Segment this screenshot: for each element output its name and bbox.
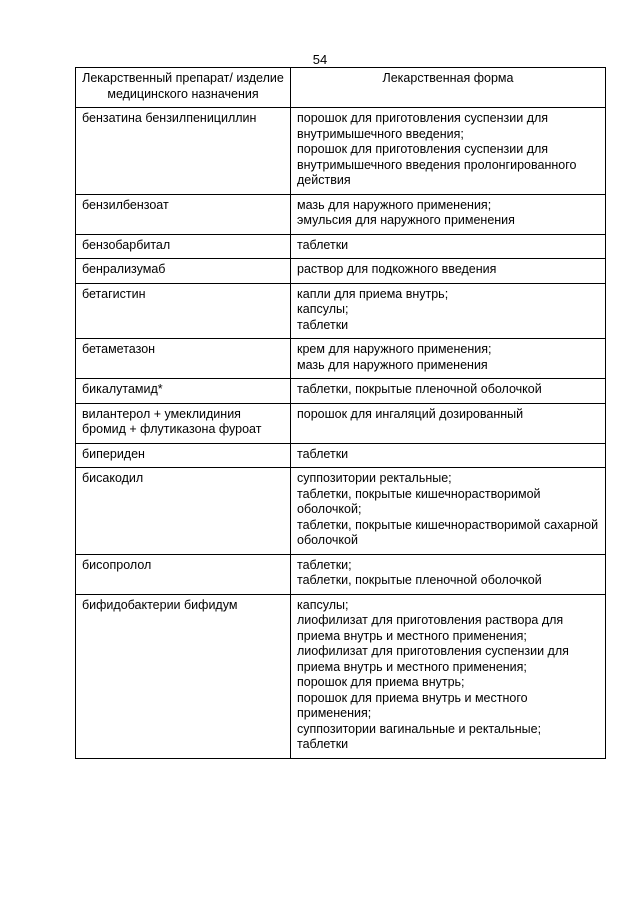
drug-name-cell: бензилбензоат bbox=[76, 194, 291, 234]
dosage-form-cell bbox=[291, 403, 606, 443]
table-header bbox=[76, 68, 606, 108]
dosage-form-cell bbox=[291, 194, 606, 234]
dosage-form-line: капсулы; bbox=[297, 597, 349, 612]
dosage-form-line: раствор для подкожного введения bbox=[297, 262, 497, 276]
dosage-form-line: суппозитории ректальные; bbox=[297, 471, 452, 485]
drug-name-cell: бетаметазон bbox=[76, 339, 291, 379]
drug-name-cell: бикалутамид* bbox=[76, 379, 291, 404]
dosage-form-cell bbox=[291, 234, 606, 259]
dosage-form-line: порошок для приема внутрь; bbox=[297, 675, 465, 689]
drug-name-cell: бенрализумаб bbox=[76, 259, 291, 284]
drug-name-cell: бисопролол bbox=[76, 554, 291, 594]
header-row bbox=[76, 68, 606, 108]
table-row bbox=[76, 194, 606, 234]
dosage-form-cell bbox=[291, 379, 606, 404]
table-row bbox=[76, 379, 606, 404]
drug-name-cell: бисакодил bbox=[76, 468, 291, 555]
dosage-form-line: таблетки bbox=[297, 446, 349, 461]
header-form: Лекарственная форма bbox=[291, 68, 606, 108]
drug-name-cell: бензатина бензилпенициллин bbox=[76, 108, 291, 195]
dosage-form-line: таблетки bbox=[297, 317, 349, 332]
dosage-form-line: таблетки bbox=[297, 737, 349, 751]
header-drug: Лекарственный препарат/ изделие медицинского назначения bbox=[76, 68, 291, 108]
dosage-form-line: лиофилизат для приготовления суспензии для приема внутрь и местного применения; bbox=[297, 644, 569, 674]
drug-name-cell: бифидобактерии бифидум bbox=[76, 594, 291, 758]
dosage-form-line: эмульсия для наружного применения bbox=[297, 213, 515, 227]
dosage-form-line: таблетки; bbox=[297, 557, 352, 572]
dosage-form-line: таблетки, покрытые пленочной оболочкой bbox=[297, 573, 542, 587]
dosage-form-cell bbox=[291, 594, 606, 758]
table-row bbox=[76, 234, 606, 259]
dosage-form-cell bbox=[291, 259, 606, 284]
dosage-form-cell bbox=[291, 339, 606, 379]
table-row bbox=[76, 283, 606, 339]
dosage-form-line: суппозитории вагинальные и ректальные; bbox=[297, 721, 542, 736]
dosage-form-line: порошок для приготовления суспензии для внутримышечного введения пролонгированного действия bbox=[297, 142, 577, 187]
dosage-form-line: капсулы; bbox=[297, 302, 349, 316]
table-row bbox=[76, 594, 606, 758]
dosage-form-cell bbox=[291, 468, 606, 555]
dosage-form-line: таблетки bbox=[297, 237, 349, 252]
dosage-form-cell bbox=[291, 554, 606, 594]
drug-name-cell: бетагистин bbox=[76, 283, 291, 339]
dosage-form-line: мазь для наружного применения; bbox=[297, 197, 492, 212]
dosage-form-line: таблетки, покрытые пленочной оболочкой bbox=[297, 382, 542, 396]
table-row bbox=[76, 339, 606, 379]
drug-name-cell: бензобарбитал bbox=[76, 234, 291, 259]
table-row bbox=[76, 554, 606, 594]
dosage-form-cell bbox=[291, 108, 606, 195]
dosage-form-line: крем для наружного применения; bbox=[297, 342, 492, 356]
dosage-form-line: мазь для наружного применения bbox=[297, 357, 488, 372]
dosage-form-line: порошок для приготовления суспензии для внутримышечного введения; bbox=[297, 111, 549, 141]
dosage-form-cell bbox=[291, 443, 606, 468]
dosage-form-line: порошок для приема внутрь и местного применения; bbox=[297, 690, 528, 720]
table-row bbox=[76, 108, 606, 195]
drug-table bbox=[75, 67, 606, 759]
table-body bbox=[76, 108, 606, 759]
table-row bbox=[76, 403, 606, 443]
table-row bbox=[76, 259, 606, 284]
dosage-form-cell bbox=[291, 283, 606, 339]
dosage-form-line: капли для приема внутрь; bbox=[297, 286, 449, 301]
drug-name-cell: вилантерол + умеклидиния бромид + флутиказона фуроат bbox=[76, 403, 291, 443]
table-row bbox=[76, 468, 606, 555]
dosage-form-line: таблетки, покрытые кишечнорастворимой оболочкой; bbox=[297, 486, 541, 516]
dosage-form-line: таблетки, покрытые кишечнорастворимой сахарной оболочкой bbox=[297, 517, 599, 547]
dosage-form-line: порошок для ингаляций дозированный bbox=[297, 406, 524, 421]
page-number: 54 bbox=[312, 52, 328, 67]
drug-name-cell: бипериден bbox=[76, 443, 291, 468]
dosage-form-line: лиофилизат для приготовления раствора для приема внутрь и местного применения; bbox=[297, 613, 564, 643]
table-row bbox=[76, 443, 606, 468]
